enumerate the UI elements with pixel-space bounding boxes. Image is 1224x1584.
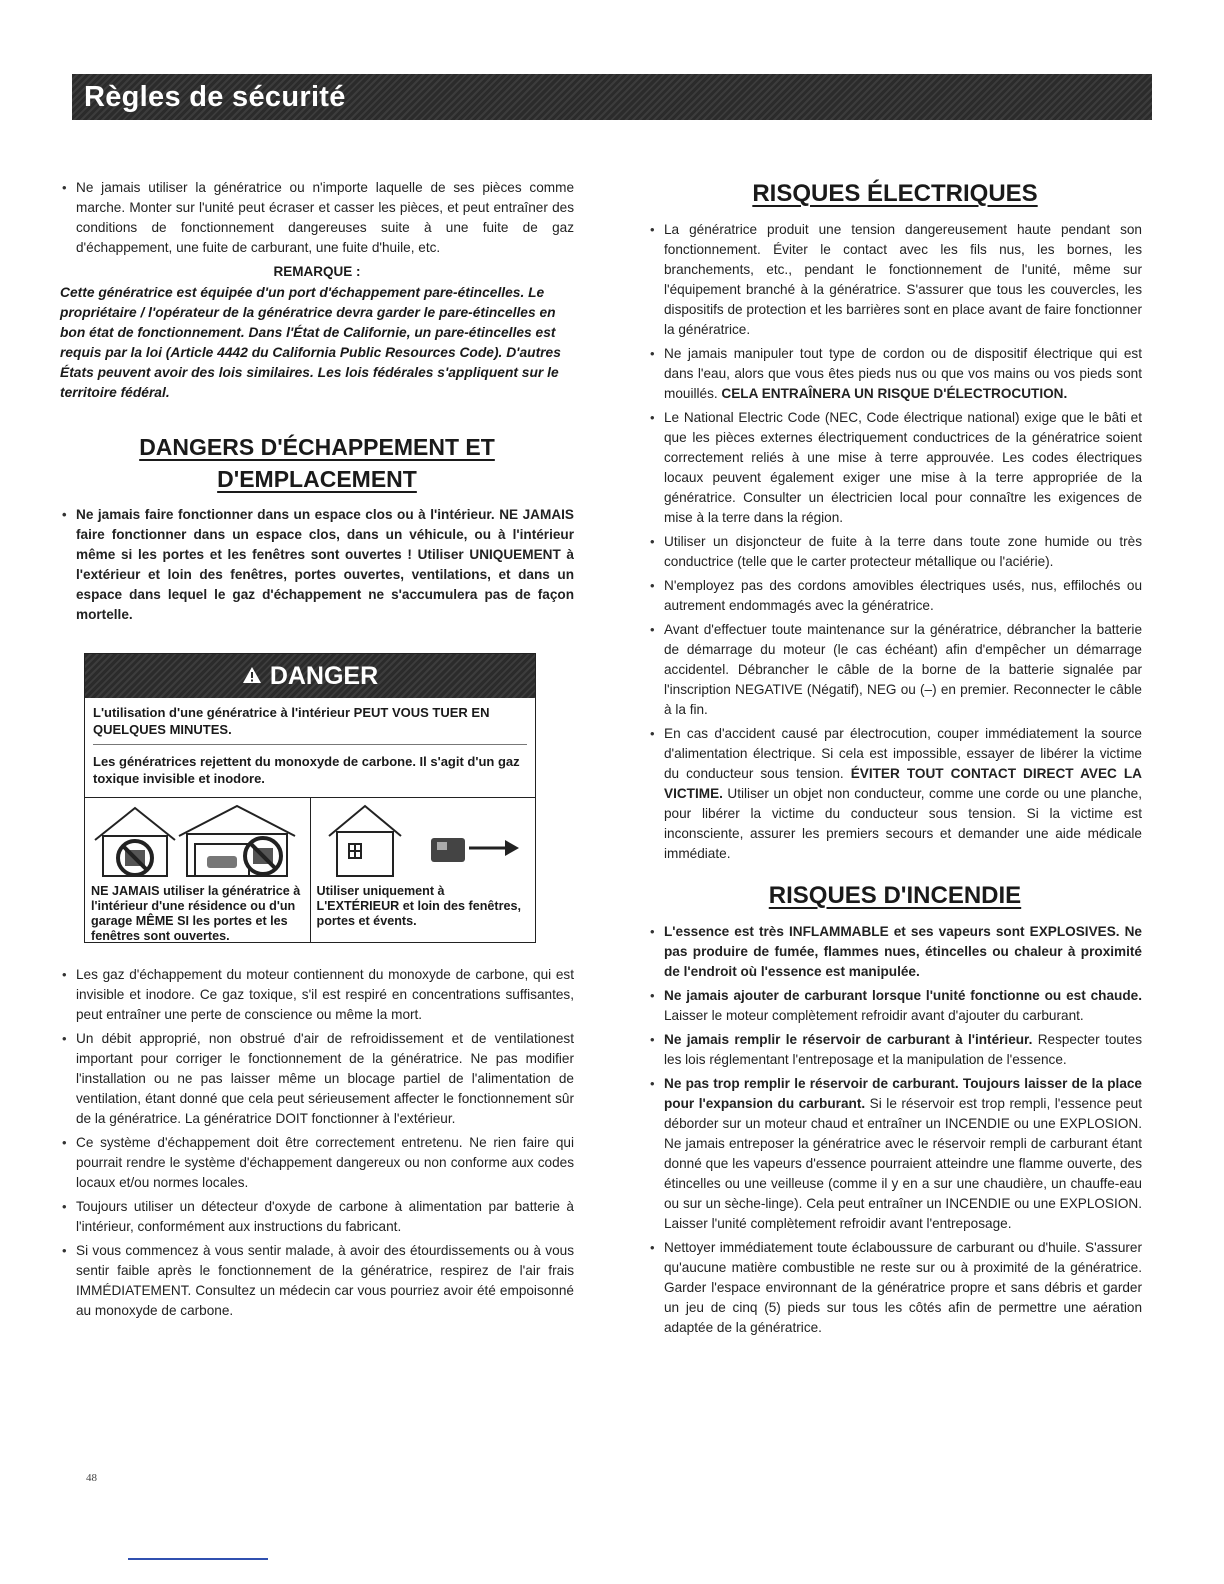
remark-label: REMARQUE : [273, 264, 361, 279]
danger-text-1: L'utilisation d'une génératrice à l'intérieur PEUT VOUS TUER EN QUELQUES MINUTES. [93, 705, 490, 737]
list-item-emphasis: CELA ENTRAÎNERA UN RISQUE D'ÉLECTROCUTION. [721, 386, 1068, 401]
list-item-text: Laisser le moteur complètement refroidir avant d'ajouter du carburant. [664, 1008, 1084, 1023]
remark-text: Cette génératrice est équipée d'un port d'échappement pare-étincelles. Le propriétaire / l'opérateur de la génératrice devra garder le pare-étincelles en bon état de fonctionnement. Dans l'État de Californie, un pare-étincelles est requis par la loi (Article 4442 du California Public Resources Code). D'autres États peuvent avoir des lois similaires. Les lois fédérales s'appliquent sur le territoire fédéral. [60, 285, 561, 400]
list-item-text: Si le réservoir est trop rempli, l'essence peut déborder sur un moteur chaud et entraîner un INCENDIE ou une EXPLOSION. Ne jamais entreposer la génératrice avec le réservoir rempli de carburant étant donné que les vapeurs d'essence pourraient atteindre une flamme ouverte, des étincelles ou une veilleuse (comme il y en a sur une chaudière, un chauffe-eau ou sur un sèche-linge). Cela peut entraîner un INCENDIE ou une EXPLOSION. Laisser l'unité complètement refroidir avant l'entreposage. [664, 1096, 1143, 1231]
list-item [648, 986, 1142, 1026]
caption-outdoor: Utiliser uniquement à L'EXTÉRIEUR et loin des fenêtres, portes et évents. [316, 884, 522, 928]
list-item-text: Avant d'effectuer toute maintenance sur la génératrice, débrancher la batterie de démarrage du moteur (le cas échéant) afin d'empêcher un démarrage accidentel. Débrancher le câble de la borne de la batterie signalée par l'inscription NEGATIVE (Négatif), NEG ou (–) en premier. Reconnecter le câble à la fin. [664, 622, 1142, 717]
list-item [648, 724, 1142, 864]
danger-title: DANGER [269, 661, 379, 690]
exhaust-info-list [60, 965, 574, 1321]
list-item-text: Nettoyer immédiatement toute éclaboussure de carburant ou d'huile. S'assurer qu'aucune matière combustible ne reste sur ou à proximité de la génératrice. Garder l'espace environnant de la génératrice propre et sans débris et garder un jeu de cinq (5) pieds sur tous les côtés afin de permettre une aération adaptée de la génératrice. [664, 1240, 1142, 1335]
section-heading-fire: RISQUES D'INCENDIE [768, 882, 1022, 909]
list-item [648, 532, 1142, 572]
danger-text-2: Les génératrices rejettent du monoxyde de carbone. Il s'agit d'un gaz toxique invisible et inodore. [93, 754, 520, 786]
list-item-emphasis: Ne jamais ajouter de carburant lorsque l'unité fonctionne ou est chaude. [664, 988, 1142, 1003]
footer-rule [128, 1558, 268, 1560]
section-heading-line-1: DANGERS D'ÉCHAPPEMENT ET [139, 434, 495, 460]
caption-indoor: NE JAMAIS utiliser la génératrice à l'intérieur d'une résidence ou d'un garage MÊME SI les portes et les fenêtres sont ouvertes. [91, 884, 301, 943]
list-item: • Toujours utiliser un détecteur d'oxyde de carbone à alimentation par batterie à l'intérieur, conformément aux instructions du fabricant. [60, 1197, 574, 1237]
section-heading-electric: RISQUES ÉLECTRIQUES [752, 180, 1038, 207]
danger-cell-outdoor [310, 798, 536, 942]
list-item [648, 1238, 1142, 1338]
list-item-emphasis: Ne pas trop remplir le réservoir de carburant. Toujours laisser de la place pour l'expansion du carburant. [664, 1076, 1142, 1111]
exhaust-warning-list [60, 505, 574, 625]
list-item [648, 922, 1142, 982]
right-column [648, 178, 1142, 1342]
warning-triangle-icon [242, 662, 262, 691]
intro-list [60, 178, 574, 258]
electric-risk-list [648, 220, 1142, 864]
list-item-text: Respecter toutes les lois réglementant l'entreposage et la manipulation de l'essence. [664, 1032, 1142, 1067]
list-item [648, 1030, 1142, 1070]
list-item-text: Utiliser un disjoncteur de fuite à la terre dans toute zone humide ou très conductrice (telle que le carter protecteur métallique ou l'aciérie). [664, 534, 1142, 569]
list-item [648, 408, 1142, 528]
list-item-text: La génératrice produit une tension dangereusement haute pendant son fonctionnement. Éviter le contact avec les fils nus, les bornes, les branchements, etc., pendant le fonctionnement de l'unité, même sur l'équipement branché à la génératrice. S'assurer que tous les couvercles, les dispositifs de protection et les barrières sont en place avant de faire fonctionner la génératrice. [664, 222, 1142, 337]
list-item: • Ne jamais utiliser la génératrice ou n'importe laquelle de ses pièces comme marche. Monter sur l'unité peut écraser et casser les pièces, et peut entraîner des conditions de fonctionnement dangereuses suite à une fuite de gaz d'échappement, une fuite de carburant, une fuite d'huile, etc. [60, 178, 574, 258]
list-item [648, 576, 1142, 616]
danger-box [84, 653, 536, 943]
list-item-emphasis: ÉVITER TOUT CONTACT DIRECT AVEC LA VICTIME. [664, 766, 1142, 801]
list-item [648, 620, 1142, 720]
left-column [60, 178, 574, 1325]
list-item [648, 344, 1142, 404]
list-item: • Ce système d'échappement doit être correctement entretenu. Ne rien faire qui pourrait rendre le système d'échappement dangereux ou non conforme aux codes locaux et/ou normes locales. [60, 1133, 574, 1193]
fire-risk-list [648, 922, 1142, 1338]
indoor-prohibited-icon [85, 798, 310, 880]
page-number: 48 [86, 1472, 97, 1484]
list-item [648, 220, 1142, 340]
section-heading-exhaust [60, 431, 574, 495]
list-item: • Un débit approprié, non obstrué d'air de refroidissement et de ventilationest important pour corriger le fonctionnement de la génératrice. Ne pas modifier l'installation ou ne pas laisser même un blocage partiel de l'alimentation de ventilation, étant donné que cela peut sérieusement affecter le fonctionnement sûr de la génératrice. La génératrice DOIT fonctionner à l'extérieur. [60, 1029, 574, 1129]
list-item-text: Utiliser un objet non conducteur, comme une corde ou une planche, pour libérer la victime du conducteur sous tension. Si la victime est inconsciente, assurer les premiers secours et demander une aide médicale immédiate. [664, 786, 1142, 861]
list-item: • Les gaz d'échappement du moteur contiennent du monoxyde de carbone, qui est invisible et inodore. Ce gaz toxique, s'il est respiré en concentrations suffisantes, peut entraîner une perte de conscience ou même la mort. [60, 965, 574, 1025]
list-item-text: En cas d'accident causé par électrocution, couper immédiatement la source d'alimentation électrique. Si cela est impossible, essayer de libérer la victime du conducteur sous tension. [664, 726, 1142, 781]
section-header-bar [72, 74, 1152, 120]
list-item-text: N'employez pas des cordons amovibles électriques usés, nus, effilochés ou autrement endommagés avec la génératrice. [664, 578, 1142, 613]
list-item [648, 1074, 1142, 1234]
section-heading-line-2: D'EMPLACEMENT [217, 466, 417, 492]
list-item-text: Le National Electric Code (NEC, Code électrique national) exige que le bâti et que les pièces externes électriquement conductrices de la génératrice soient correctement reliés à une mise à terre approuvée. Les codes électriques locaux peuvent également exiger une mise à la terre appropriée de la génératrice. Consulter un électricien local pour connaître les exigences de mise à la terre dans la région. [664, 410, 1142, 525]
list-item: • Si vous commencez à vous sentir malade, à avoir des étourdissements ou à vous sentir faible après le fonctionnement de la génératrice, respirez de l'air frais IMMÉDIATEMENT. Consultez un médecin car vous pourriez avoir été empoisonné au monoxyde de carbone. [60, 1241, 574, 1321]
danger-header [85, 654, 535, 698]
outdoor-generator-icon [311, 798, 536, 880]
danger-cell-indoor [85, 798, 310, 942]
list-item-emphasis: Ne jamais remplir le réservoir de carburant à l'intérieur. [664, 1032, 1033, 1047]
danger-illustrations [85, 797, 535, 942]
list-item: • Ne jamais faire fonctionner dans un espace clos ou à l'intérieur. NE JAMAIS faire fonctionner dans un espace clos, dans un véhicule, ou à l'intérieur même si les portes et les fenêtres sont ouvertes ! Utiliser UNIQUEMENT à l'extérieur et loin des fenêtres, portes ouvertes, ventilations, et dans un espace dans lequel le gaz d'échappement ne s'accumulera pas de façon mortelle. [60, 505, 574, 625]
page-title: Règles de sécurité [84, 80, 346, 113]
divider [93, 744, 527, 745]
list-item-text: Ne jamais manipuler tout type de cordon ou de dispositif électrique qui est dans l'eau, alors que vous êtes pieds nus ou que vos mains ou vos pieds sont mouillés. [664, 346, 1142, 401]
list-item-emphasis: L'essence est très INFLAMMABLE et ses vapeurs sont EXPLOSIVES. Ne pas produire de fumée, flammes nues, étincelles ou chaleur à proximité de l'endroit où l'essence est manipulée. [664, 924, 1142, 979]
